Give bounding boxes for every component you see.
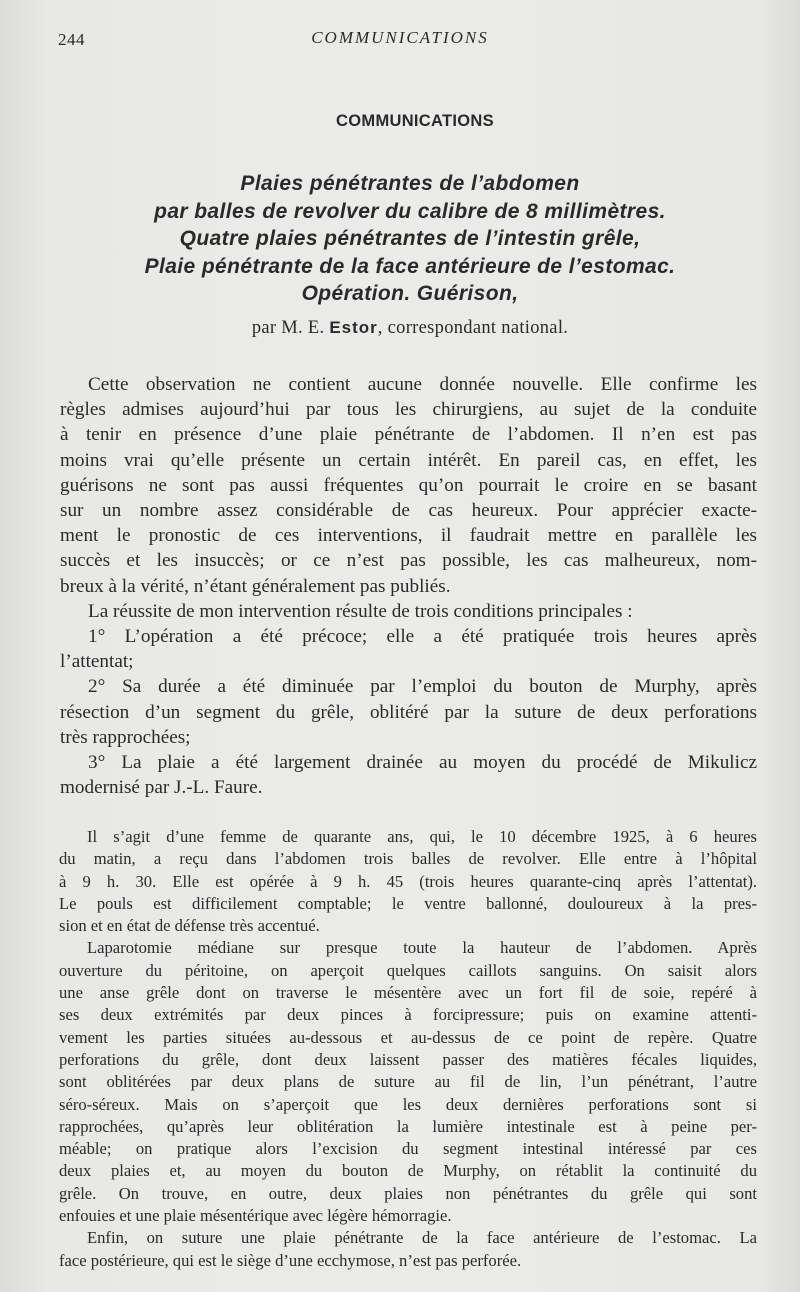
title-line: Plaies pénétrantes de l’abdomen — [240, 172, 580, 195]
text-line: sur un nombre assez considérable de cas heureux. Pour apprécier exacte- — [60, 500, 757, 522]
main-text — [60, 372, 757, 800]
text-line: Cette observation ne contient aucune donnée nouvelle. Elle confirme les — [88, 374, 757, 395]
byline — [0, 318, 800, 339]
text-line: Le pouls est difficilement comptable; le ventre ballonné, douloureux à la pres- — [59, 893, 757, 913]
text-line: à 9 h. 30. Elle est opérée à 9 h. 45 (trois heures quarante-cinq après l’attentat). — [59, 871, 757, 891]
text-line: deux plaies et, au moyen du bouton de Murphy, on rétablit la continuité du — [59, 1161, 757, 1181]
text-line: Laparotomie médiane sur presque toute la hauteur de l’abdomen. Après — [87, 938, 757, 958]
text-line: sion et en état de défense très accentué. — [59, 916, 320, 936]
text-line: 2° Sa durée a été diminuée par l’emploi du bouton de Murphy, après — [88, 676, 757, 698]
text-line: breux à la vérité, n’étant généralement pas publiés. — [60, 575, 451, 597]
text-line: moins vrai qu’elle présente un certain intérêt. En pareil cas, en effet, les — [60, 449, 757, 471]
text-line: très rapprochées; — [60, 726, 191, 748]
text-line: méable; on pratique alors l’excision du segment intestinal intéressé par ces — [59, 1139, 757, 1159]
title-line: Plaie pénétrante de la face antérieure de l’estomac. — [144, 254, 676, 278]
text-line: 1° L’opération a été précoce; elle a été pratiquée trois heures après — [88, 626, 757, 648]
text-line: du matin, a reçu dans l’abdomen trois balles de revolver. Elle entre à l’hôpital — [59, 849, 757, 869]
text-line: ment le pronostic de ces interventions, il faudrait mettre en parallèle les — [60, 525, 757, 547]
text-line: Enfin, on suture une plaie pénétrante de la face antérieure de l’estomac. La — [87, 1228, 757, 1248]
text-line: succès et les insuccès; or ce n’est pas possible, les cas malheureux, nom- — [60, 550, 757, 572]
section-heading: COMMUNICATIONS — [336, 112, 494, 130]
text-line: vement les parties situées au-dessous et au-dessus de ce point de repère. Quatre — [59, 1027, 757, 1047]
text-line: Il s’agit d’une femme de quarante ans, qui, le 10 décembre 1925, à 6 heures — [87, 827, 757, 846]
text-line: règles admises aujourd’hui par tous les chirurgiens, au sujet de la conduite — [60, 399, 757, 421]
text-line: rapprochées, qu’après leur oblitération la lumière intestinale est à peine per- — [59, 1116, 757, 1136]
text-line: perforations du grêle, dont deux laissent passer des matières fécales liquides, — [59, 1049, 757, 1069]
text-line: résection d’un segment du grêle, oblitéré par la suture de deux perforations — [60, 701, 757, 723]
byline-suffix: , correspondant national. — [377, 318, 569, 338]
text-line: une anse grêle dont on traverse le mésentère avec un fort fil de soie, repéré à — [59, 983, 757, 1003]
text-line: guérisons ne sont pas aussi fréquentes qu’on pourrait le croire en se basant — [60, 474, 757, 496]
text-line: à tenir en présence d’une plaie pénétrante de l’abdomen. Il n’en est pas — [60, 424, 757, 446]
running-title: COMMUNICATIONS — [311, 28, 489, 47]
title-line: Quatre plaies pénétrantes de l’intestin grêle, — [179, 227, 641, 250]
title-line: par balles de revolver du calibre de 8 millimètres. — [154, 199, 666, 223]
text-line: séro-séreux. Mais on s’aperçoit que les deux dernières perforations sont si — [59, 1094, 757, 1114]
text-line: modernisé par J.-L. Faure. — [60, 777, 263, 799]
text-line: l’attentat; — [60, 651, 134, 673]
article-title — [40, 170, 780, 308]
author-name: Estor — [329, 318, 378, 337]
text-line: enfouies et une plaie mésentérique avec légère hémorragie. — [59, 1206, 452, 1226]
running-header — [0, 24, 800, 54]
text-line: ses deux extrémités par deux pinces à forcipressure; puis on examine attenti- — [59, 1005, 757, 1025]
byline-prefix: par M. E. — [251, 318, 325, 338]
text-line: face postérieure, qui est le siège d’une ecchymose, n’est pas perforée. — [59, 1250, 522, 1270]
text-line: sont oblitérées par deux plans de suture au fil de lin, l’un pénétrant, l’autre — [59, 1072, 757, 1092]
text-line: 3° La plaie a été largement drainée au moyen du procédé de Mikulicz — [88, 752, 757, 774]
case-report-text — [59, 826, 757, 1272]
text-line: ouverture du péritoine, on aperçoit quelques caillots sanguins. On saisit alors — [59, 960, 757, 980]
page-number: 244 — [58, 30, 85, 49]
text-line: La réussite de mon intervention résulte de trois conditions principales : — [88, 600, 633, 622]
title-line: Opération. Guérison, — [301, 282, 519, 305]
text-line: grêle. On trouve, en outre, deux plaies non pénétrantes du grêle qui sont — [59, 1183, 757, 1203]
